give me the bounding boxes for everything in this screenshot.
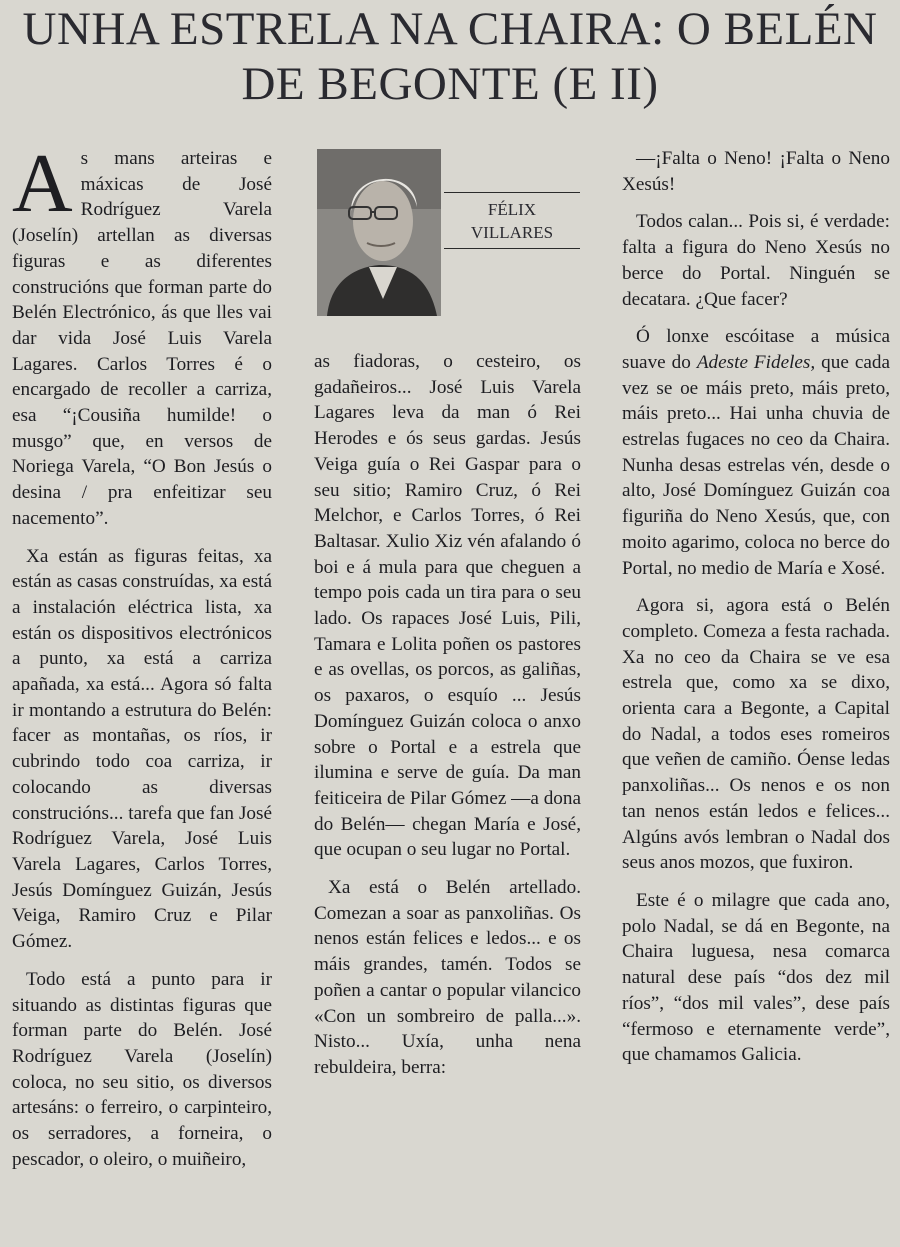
paragraph-8-end: que cada vez se oe máis preto, máis preto, máis preto... Hai unha chuvia de estrelas fugaces no ceo da Chaira. Nunha desas estrelas vén, desde o alto, José Domínguez Guizán coa figuriña do Neno Xesús, que, con moito agarimo, coloca no berce do Portal, no medio de María e Xosé. (622, 351, 890, 579)
author-last-name: VILLARES (470, 223, 554, 242)
headline-line-1: UNHA ESTRELA NA CHAIRA: O BELÉN (22, 3, 878, 55)
author-first-name: FÉLIX (487, 200, 537, 219)
paragraph-8 (622, 324, 890, 581)
song-title: Adeste Fideles, (696, 351, 816, 373)
paragraph-1 (12, 137, 272, 532)
paragraph-4: as fiadoras, o cesteiro, os gadañeiros... José Luis Varela Lagares leva da man ó Rei Herodes e ós seus gardas. Jesús Veiga guía o Rei Gaspar para o seu sitio; Ramiro Cruz, ó Rei Melchor, e Carlos Torres, ó Rei Baltasar. Xulio Xiz vén afalando ó boi e á mula para que cheguen a tempo pois cada un tira para o seu lado. Os rapaces José Luis, Pili, Tamara e Lolita poñen os pastores e as ovellas, os porcos, as galiñas, os paxaros, o esquío ... Jesús Domínguez Guizán coloca o anxo sobre o Portal e a estrela que ilumina e serve de guía. Da man feiticeira de Pilar Gómez —a dona do Belén— chegan María e José, que ocupan o seu lugar no Portal. (314, 351, 581, 861)
paragraph-6: —¡Falta o Neno! ¡Falta o Neno Xesús! (622, 148, 890, 195)
drop-cap: A (12, 137, 73, 230)
column-2 (314, 349, 581, 1093)
author-byline (444, 192, 580, 249)
paragraph-3: Todo está a punto para ir situando as distintas figuras que forman parte do Belén. José Rodríguez Varela (Joselín) coloca, no seu sitio, os diversos artesáns: o ferreiro, o carpinteiro, os serradores, a forneira, o pescador, o oleiro, o muiñeiro, (12, 968, 272, 1170)
column-3 (622, 146, 890, 1080)
column-1 (12, 137, 273, 1184)
paragraph-2: Xa están as figuras feitas, xa están as casas construídas, xa está a instalación eléctrica lista, xa están os dispositivos electrónicos a punto, xa está a carriza apañada, xa está... Agora só falta ir montando a estrutura do Belén: facer as montañas, os ríos, ir cubrindo todo coa carriza, ir colocando as diversas construcións... tarefa que fan José Rodríguez Varela, José Luis Varela Lagares, Carlos Torres, Jesús Domínguez Guizán, Jesús Veiga, Ramiro Cruz e Pilar Gómez. (12, 545, 273, 953)
paragraph-1-text: s mans arteiras e máxicas de José Rodríguez Varela (Joselín) artellan as diversas figuras e as diferentes construcións que forman parte do Belén Electrónico, ás que lles vai dar vida José Luis Varela Lagares. Carlos Torres é o encargado de recoller a carriza, esa “¡Cousiña humilde! o musgo” que, en versos de Noriega Varela, “O Bon Jesús o desina / pra enfeitizar seu nacemento”. (12, 148, 272, 529)
headline (10, 2, 890, 112)
author-portrait-photo (317, 149, 441, 316)
paragraph-9: Agora si, agora está o Belén completo. Comeza a festa rachada. Xa no ceo da Chaira se ve esa estrela que, como xa se dixo, orienta cara a Begonte, a Capital do Nadal, a todos eses romeiros que veñen de camiño. Óense ledas panxoliñas... Os nenos e os non tan nenos están ledos e felices... Algúns avós lembran o Nadal dos seus anos mozos, que fuxiron. (622, 595, 890, 874)
headline-line-2: DE BEGONTE (E II) (241, 58, 659, 110)
paragraph-10: Este é o milagre que cada ano, polo Nadal, se dá en Begonte, na Chaira luguesa, nesa comarca natural dese país “dos dez mil ríos”, “dos mil vales”, dese país “fermoso e eternamente verde”, que chamamos Galicia. (622, 889, 890, 1066)
author-portrait-icon (317, 149, 441, 316)
paragraph-7: Todos calan... Pois si, é verdade: falta a figura do Neno Xesús no berce do Portal. Ninguén se decatara. ¿Que facer? (622, 211, 890, 310)
paragraph-8-start: Ó lonxe escóitase a música suave do (622, 326, 890, 373)
paragraph-5: Xa está o Belén artellado. Comezan a soar as panxoliñas. Os nenos están felices e ledos... e os máis grandes, tamén. Todos se poñen a cantar o popular vilancico «Con un sombreiro de palla...». Nisto... Uxía, unha nena rebuldeira, berra: (314, 877, 581, 1078)
